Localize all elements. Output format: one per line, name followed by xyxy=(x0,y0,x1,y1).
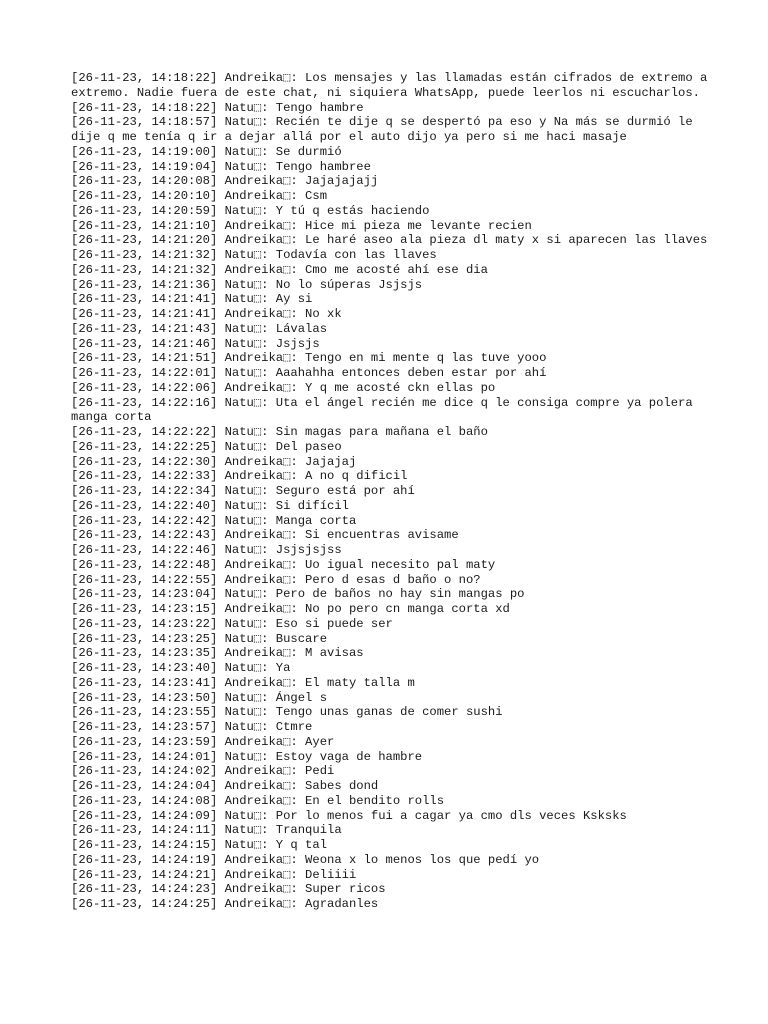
chat-line: [26-11-23, 14:21:41] Andreika⬚: No xk xyxy=(71,307,342,321)
chat-line: [26-11-23, 14:23:50] Natu⬚: Ángel s xyxy=(71,690,328,705)
chat-line: [26-11-23, 14:23:57] Natu⬚: Ctmre xyxy=(71,720,313,734)
chat-line: [26-11-23, 14:21:32] Natu⬚: Todavía con las llaves xyxy=(71,248,437,262)
chat-line: [26-11-23, 14:22:30] Andreika⬚: Jajajaj xyxy=(71,454,357,469)
chat-line: [26-11-23, 14:18:57] Natu⬚: Recién te dije q se despertó pa eso y Na más se durmió le dije q me tenía q ir a dejar allá por el auto dijo ya pero si me haci masaje xyxy=(71,115,701,144)
chat-line: [26-11-23, 14:23:35] Andreika⬚: M avisas xyxy=(71,646,364,661)
chat-line: [26-11-23, 14:22:01] Natu⬚: Aaahahha entonces deben estar por ahí xyxy=(71,366,547,380)
chat-line: [26-11-23, 14:22:43] Andreika⬚: Si encuentras avisame xyxy=(71,528,459,543)
chat-line: [26-11-23, 14:21:41] Natu⬚: Ay si xyxy=(71,292,313,307)
chat-line: [26-11-23, 14:21:32] Andreika⬚: Cmo me acosté ahí ese dia xyxy=(71,262,488,277)
chat-line: [26-11-23, 14:22:55] Andreika⬚: Pero d esas d baño o no? xyxy=(71,572,481,587)
chat-line: [26-11-23, 14:24:19] Andreika⬚: Weona x lo menos los que pedí yo xyxy=(71,852,540,867)
chat-line: [26-11-23, 14:21:36] Natu⬚: No lo súperas Jsjsjs xyxy=(71,277,423,292)
chat-line: [26-11-23, 14:24:02] Andreika⬚: Pedi xyxy=(71,764,335,779)
chat-line: [26-11-23, 14:24:01] Natu⬚: Estoy vaga de hambre xyxy=(71,749,423,764)
chat-line: [26-11-23, 14:18:22] Andreika⬚: Los mensajes y las llamadas están cifrados de extremo a extremo. Nadie fuera de este chat, ni siquiera WhatsApp, puede leerlos ni escucharlos. xyxy=(71,71,715,100)
chat-line: [26-11-23, 14:22:22] Natu⬚: Sin magas para mañana el baño xyxy=(71,425,488,439)
chat-line: [26-11-23, 14:22:16] Natu⬚: Uta el ángel recién me dice q le consiga compre ya polera manga corta xyxy=(71,395,701,425)
chat-line: [26-11-23, 14:20:59] Natu⬚: Y tú q estás haciendo xyxy=(71,203,430,218)
chat-line: [26-11-23, 14:23:25] Natu⬚: Buscare xyxy=(71,631,328,646)
chat-line: [26-11-23, 14:22:33] Andreika⬚: A no q dificil xyxy=(71,469,408,484)
chat-line: [26-11-23, 14:23:22] Natu⬚: Eso si puede ser xyxy=(71,616,393,631)
chat-line: [26-11-23, 14:22:48] Andreika⬚: Uo igual necesito pal maty xyxy=(71,557,496,572)
chat-line: [26-11-23, 14:21:51] Andreika⬚: Tengo en mi mente q las tuve yooo xyxy=(71,351,547,366)
chat-line: [26-11-23, 14:21:10] Andreika⬚: Hice mi pieza me levante recien xyxy=(71,218,532,233)
chat-line: [26-11-23, 14:22:46] Natu⬚: Jsjsjsjss xyxy=(71,543,342,557)
chat-line: [26-11-23, 14:24:04] Andreika⬚: Sabes dond xyxy=(71,779,379,793)
chat-line: [26-11-23, 14:22:25] Natu⬚: Del paseo xyxy=(71,439,342,454)
chat-line: [26-11-23, 14:21:20] Andreika⬚: Le haré aseo ala pieza dl maty x si aparecen las llaves xyxy=(71,233,708,248)
chat-line: [26-11-23, 14:22:40] Natu⬚: Si difícil xyxy=(71,498,349,513)
chat-line: [26-11-23, 14:21:46] Natu⬚: Jsjsjs xyxy=(71,336,320,351)
chat-line: [26-11-23, 14:22:34] Natu⬚: Seguro está por ahí xyxy=(71,484,415,498)
chat-line: [26-11-23, 14:24:23] Andreika⬚: Super ricos xyxy=(71,882,386,897)
chat-line: [26-11-23, 14:20:08] Andreika⬚: Jajajajajj xyxy=(71,174,379,189)
chat-line: [26-11-23, 14:23:55] Natu⬚: Tengo unas ganas de comer sushi xyxy=(71,705,503,720)
chat-line: [26-11-23, 14:23:59] Andreika⬚: Ayer xyxy=(71,734,335,749)
chat-line: [26-11-23, 14:22:42] Natu⬚: Manga corta xyxy=(71,513,357,528)
chat-line: [26-11-23, 14:24:11] Natu⬚: Tranquila xyxy=(71,823,342,838)
chat-line: [26-11-23, 14:20:10] Andreika⬚: Csm xyxy=(71,189,328,203)
chat-line: [26-11-23, 14:24:15] Natu⬚: Y q tal xyxy=(71,838,328,852)
chat-line: [26-11-23, 14:21:43] Natu⬚: Lávalas xyxy=(71,321,328,336)
chat-line: [26-11-23, 14:19:04] Natu⬚: Tengo hambree xyxy=(71,159,371,174)
chat-line: [26-11-23, 14:24:09] Natu⬚: Por lo menos fui a cagar ya cmo dls veces Ksksks xyxy=(71,808,627,823)
chat-line: [26-11-23, 14:23:41] Andreika⬚: El maty talla m xyxy=(71,675,415,690)
chat-line: [26-11-23, 14:18:22] Natu⬚: Tengo hambre xyxy=(71,100,364,115)
chat-line: [26-11-23, 14:23:40] Natu⬚: Ya xyxy=(71,661,291,675)
chat-line: [26-11-23, 14:19:00] Natu⬚: Se durmió xyxy=(71,144,342,159)
chat-line: [26-11-23, 14:23:04] Natu⬚: Pero de baños no hay sin mangas po xyxy=(71,587,525,602)
chat-line: [26-11-23, 14:23:15] Andreika⬚: No po pero cn manga corta xd xyxy=(71,602,510,616)
chat-line: [26-11-23, 14:22:06] Andreika⬚: Y q me acosté ckn ellas po xyxy=(71,380,496,395)
chat-line: [26-11-23, 14:24:21] Andreika⬚: Deliiii xyxy=(71,867,357,882)
chat-line: [26-11-23, 14:24:08] Andreika⬚: En el bendito rolls xyxy=(71,793,445,808)
chat-line: [26-11-23, 14:24:25] Andreika⬚: Agradanles xyxy=(71,897,379,911)
chat-log xyxy=(71,71,715,912)
